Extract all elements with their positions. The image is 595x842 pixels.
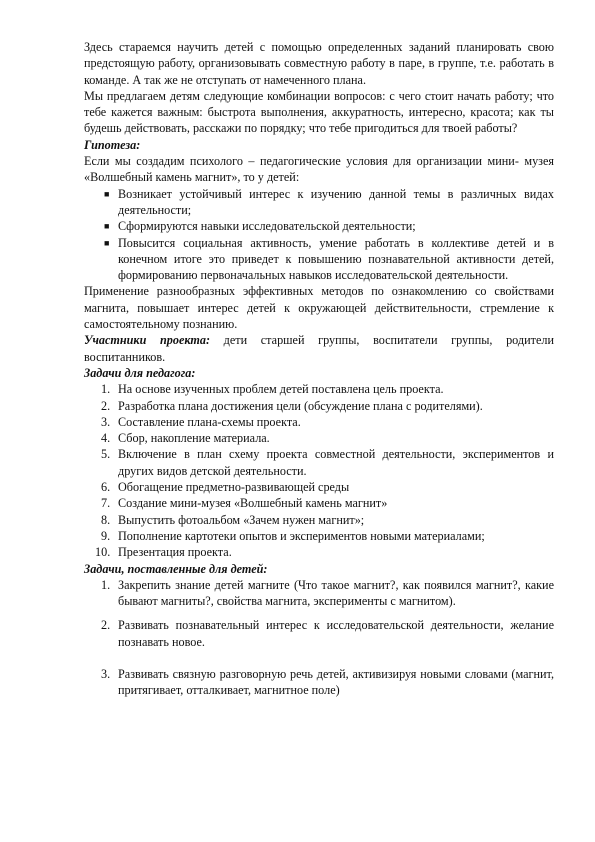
list-item xyxy=(84,218,554,234)
bullet-text: Повысится социальная активность, умение работать в коллективе детей и в конечном итоге это приведет к повышению познавательной активности детей, формированию первоначальных навыков исследовательской деятельности. xyxy=(118,235,554,283)
hypothesis-bullet-list xyxy=(84,186,554,284)
item-number: 3. xyxy=(101,666,111,681)
list-item xyxy=(84,479,554,495)
bullet-text: Возникает устойчивый интерес к изучению данной темы в различных видах деятельности; xyxy=(118,186,554,217)
item-number: 8. xyxy=(101,512,111,527)
square-bullet-icon: ■ xyxy=(104,188,110,199)
item-text: Разработка плана достижения цели (обсуждение плана с родителями). xyxy=(118,398,483,413)
item-text: На основе изученных проблем детей поставлена цель проекта. xyxy=(118,382,444,397)
list-item xyxy=(84,381,554,397)
list-item xyxy=(84,577,554,610)
item-number: 9. xyxy=(101,528,111,543)
item-number: 2. xyxy=(101,398,111,413)
item-text: Включение в план схему проекта совместной деятельности, экспериментов и других видов детской деятельности. xyxy=(118,447,554,478)
item-text: Создание мини-музея «Волшебный камень магнит» xyxy=(118,496,388,511)
item-number: 3. xyxy=(101,414,111,429)
item-text: Развивать связную разговорную речь детей, активизируя новыми словами (магнит, притягивает, отталкивает, магнитное поле) xyxy=(118,666,554,698)
list-item xyxy=(84,446,554,479)
item-number: 2. xyxy=(101,618,111,633)
list-item xyxy=(84,414,554,430)
document-content xyxy=(84,39,554,699)
item-text: Обогащение предметно-развивающей среды xyxy=(118,480,350,495)
hypothesis-heading: Гипотеза: xyxy=(84,137,141,152)
square-bullet-icon: ■ xyxy=(104,237,110,248)
participants-label: Участники проекта: xyxy=(84,333,211,348)
square-bullet-icon: ■ xyxy=(104,221,110,232)
bullet-text: Сформируются навыки исследовательской деятельности; xyxy=(118,219,416,234)
list-item xyxy=(84,512,554,528)
item-number: 7. xyxy=(101,496,111,511)
list-item xyxy=(84,186,554,219)
item-number: 1. xyxy=(101,382,111,397)
list-item xyxy=(84,544,554,560)
paragraph-questions: Мы предлагаем детям следующие комбинации вопросов: с чего стоит начать работу; что тебе кажется важным: быстрота выполнения, аккуратность, интересно, красота; как ты будешь действовать, расскажи по порядку; что тебе пригодиться для твоей работы? xyxy=(84,88,554,136)
item-number: 5. xyxy=(101,447,111,462)
item-text: Составление плана-схемы проекта. xyxy=(118,414,301,429)
hypothesis-intro: Если мы создадим психолого – педагогические условия для организации мини- музея «Волшебный камень магнит», то у детей: xyxy=(84,154,554,185)
participants-paragraph xyxy=(84,332,554,365)
paragraph-intro: Здесь стараемся научить детей с помощью определенных заданий планировать свою предстоящую работу, организовывать совместную работу в паре, в группе, т.е. работать в команде. А так же не отступать от намеченного плана. xyxy=(84,40,554,87)
list-item xyxy=(84,235,554,284)
teacher-tasks-list xyxy=(84,381,554,560)
item-text: Закрепить знание детей магните (Что такое магнит?, как появился магнит?, какие бывают магниты?, свойства магнита, эксперименты с магнитом). xyxy=(118,577,554,609)
item-text: Выпустить фотоальбом «Зачем нужен магнит»; xyxy=(118,512,365,527)
child-tasks-list xyxy=(84,577,554,699)
item-number: 10. xyxy=(95,545,111,560)
list-item xyxy=(84,617,554,650)
list-item xyxy=(84,430,554,446)
list-item xyxy=(84,398,554,414)
list-item xyxy=(84,666,554,699)
teacher-tasks-heading: Задачи для педагога: xyxy=(84,365,196,380)
item-text: Презентация проекта. xyxy=(118,545,232,560)
item-text: Пополнение картотеки опытов и экспериментов новыми материалами; xyxy=(118,528,485,543)
participants-text: дети старшей группы, воспитатели группы, родители воспитанников. xyxy=(84,333,554,364)
item-number: 6. xyxy=(101,480,111,495)
child-tasks-heading: Задачи, поставленные для детей: xyxy=(84,561,268,576)
paragraph-methods: Применение разнообразных эффективных методов по ознакомлению со свойствами магнита, повышает интерес детей к окружающей действительности, стремление к самостоятельному познанию. xyxy=(84,284,554,332)
item-text: Сбор, накопление материала. xyxy=(118,431,270,446)
item-text: Развивать познавательный интерес к исследовательской деятельности, желание познавать новое. xyxy=(118,618,554,649)
list-item xyxy=(84,495,554,511)
list-item xyxy=(84,528,554,544)
item-number: 4. xyxy=(101,431,111,446)
item-number: 1. xyxy=(101,577,111,592)
